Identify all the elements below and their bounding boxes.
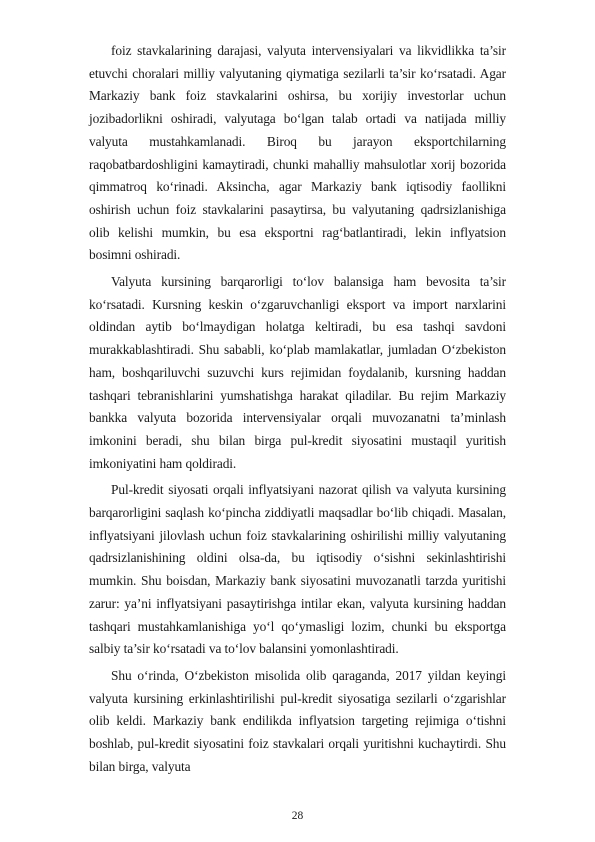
paragraph-3: Pul-kredit siyosati orqali inflyatsiyani nazorat qilish va valyuta kursining barqarorligini saqlash ko‘pincha ziddiyatli maqsadlar bo‘lib chiqadi. Masalan, inflyatsiyani jilovlash uchun foiz stavkalarining oshirilishi milliy valyutaning qadrsizlanishining oldini olsa-da, bu iqtisodiy o‘sishni sekinlashtirishi mumkin. Shu boisdan, Markaziy bank siyosatini muvozanatli tarzda yuritishi zarur: ya’ni inflyatsiyani pasaytirishga intilar ekan, valyuta kursining haddan tashqari mustahkamlanishiga yo‘l qo‘ymasligi lozim, chunki bu eksportga salbiy ta’sir ko‘rsatadi va to‘lov balansini yomonlashtiradi. — [89, 482, 506, 657]
paragraph-1: foiz stavkalarining darajasi, valyuta intervensiyalari va likvidlikka ta’sir etuvchi choralari milliy valyutaning qiymatiga sezilarli ta’sir ko‘rsatadi. Agar Markaziy bank foiz stavkalarini oshirsa, bu xorijiy investorlar uchun jozibadorlikni oshiradi, valyutaga bo‘lgan talab ortadi va natijada milliy valyuta mustahkamlanadi. Biroq bu jarayon eksportchilarning raqobatbardoshligini kamaytiradi, chunki mahalliy mahsulotlar xorij bozorida qimmatroq ko‘rinadi. Aksincha, agar Markaziy bank iqtisodiy faollikni oshirish uchun foiz stavkalarini pasaytirsa, bu valyutaning qadrsizlanishiga olib kelishi mumkin, bu esa eksportni rag‘batlantiradi, lekin inflyatsion bosimni oshiradi. — [89, 43, 506, 263]
page-body — [89, 40, 506, 783]
paragraph-4: Shu o‘rinda, O‘zbekiston misolida olib qaraganda, 2017 yildan keyingi valyuta kursining erkinlashtirilishi pul-kredit siyosatiga sezilarli o‘zgarishlar olib keldi. Markaziy bank endilikda inflyatsion targeting rejimiga o‘tishni boshlab, pul-kredit siyosatini foiz stavkalari orqali yuritishni kuchaytirdi. Shu bilan birga, valyuta — [89, 667, 506, 774]
paragraph-2: Valyuta kursining barqarorligi to‘lov balansiga ham bevosita ta’sir ko‘rsatadi. Kursning keskin o‘zgaruvchanligi eksport va import narxlarini oldindan aytib bo‘lmaydigan holatga keltiradi, bu esa tashqi savdoni murakkablashtiradi. Shu sababli, ko‘plab mamlakatlar, jumladan O‘zbekiston ham, boshqariluvchi suzuvchi kurs rejimidan foydalanib, kursning haddan tashqari tebranishlarini yumshatishga harakat qiladilar. Bu rejim Markaziy bankka valyuta bozorida intervensiyalar orqali muvozanatni ta’minlash imkonini beradi, shu bilan birga pul-kredit siyosatini mustaqil yuritish imkoniyatini ham qoldiradi. — [89, 274, 506, 471]
page-number: 28 — [291, 810, 304, 822]
